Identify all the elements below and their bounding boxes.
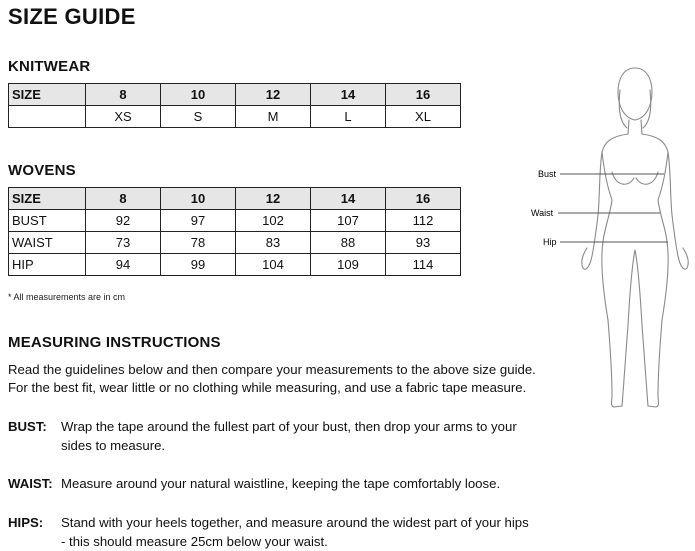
table-cell: S bbox=[161, 106, 236, 128]
table-header-cell: 16 bbox=[386, 188, 461, 210]
table-cell: 104 bbox=[236, 254, 311, 276]
figure-head bbox=[618, 68, 652, 120]
page-title: SIZE GUIDE bbox=[8, 4, 136, 29]
table-cell: 78 bbox=[161, 232, 236, 254]
table-cell: 83 bbox=[236, 232, 311, 254]
body-figure-illustration bbox=[525, 62, 695, 412]
waist-label: WAIST: bbox=[8, 476, 53, 491]
table-cell: M bbox=[236, 106, 311, 128]
knitwear-heading: KNITWEAR bbox=[8, 58, 91, 75]
figure-left-side bbox=[582, 134, 628, 407]
table-header-cell: 8 bbox=[86, 188, 161, 210]
table-row bbox=[9, 254, 461, 276]
hips-text-line-2: - this should measure 25cm below your waist. bbox=[61, 534, 328, 549]
table-header-row bbox=[9, 188, 461, 210]
table-cell bbox=[9, 106, 86, 128]
instructions-intro-line-1: Read the guidelines below and then compare your measurements to the above size guide. bbox=[8, 362, 536, 377]
figure-bust-label: Bust bbox=[538, 169, 557, 179]
table-cell: WAIST bbox=[9, 232, 86, 254]
hips-label: HIPS: bbox=[8, 515, 44, 530]
table-cell: 92 bbox=[86, 210, 161, 232]
table-cell: 102 bbox=[236, 210, 311, 232]
figure-neck bbox=[628, 120, 642, 134]
table-cell: HIP bbox=[9, 254, 86, 276]
table-header-cell: 16 bbox=[386, 84, 461, 106]
table-header-cell: 14 bbox=[311, 84, 386, 106]
table-header-row bbox=[9, 84, 461, 106]
table-cell: 93 bbox=[386, 232, 461, 254]
table-cell: 112 bbox=[386, 210, 461, 232]
table-cell: XS bbox=[86, 106, 161, 128]
table-row bbox=[9, 210, 461, 232]
table-cell: L bbox=[311, 106, 386, 128]
table-cell: 73 bbox=[86, 232, 161, 254]
figure-hip-label: Hip bbox=[543, 237, 557, 247]
table-cell: BUST bbox=[9, 210, 86, 232]
waist-text-line-1: Measure around your natural waistline, keeping the tape comfortably loose. bbox=[61, 476, 501, 491]
figure-waist-label: Waist bbox=[531, 208, 554, 218]
knitwear-table bbox=[8, 83, 461, 128]
figure-inner-legs bbox=[622, 250, 648, 406]
table-header-cell: 12 bbox=[236, 84, 311, 106]
table-cell: 94 bbox=[86, 254, 161, 276]
table-cell: 88 bbox=[311, 232, 386, 254]
measurement-note: * All measurements are in cm bbox=[8, 292, 126, 302]
table-header-cell: SIZE bbox=[9, 84, 86, 106]
table-header-cell: 8 bbox=[86, 84, 161, 106]
figure-right-side bbox=[642, 134, 688, 407]
instructions-heading: MEASURING INSTRUCTIONS bbox=[8, 334, 221, 351]
bust-label: BUST: bbox=[8, 419, 47, 434]
instructions-intro-line-2: For the best fit, wear little or no clothing while measuring, and use a fabric tape measure. bbox=[8, 380, 527, 395]
table-cell: 97 bbox=[161, 210, 236, 232]
wovens-table bbox=[8, 187, 461, 276]
table-header-cell: 10 bbox=[161, 84, 236, 106]
wovens-heading: WOVENS bbox=[8, 162, 76, 179]
table-header-cell: 14 bbox=[311, 188, 386, 210]
table-header-cell: 10 bbox=[161, 188, 236, 210]
table-cell: XL bbox=[386, 106, 461, 128]
hips-text-line-1: Stand with your heels together, and measure around the widest part of your hips bbox=[61, 515, 529, 530]
table-header-cell: 12 bbox=[236, 188, 311, 210]
table-cell: 107 bbox=[311, 210, 386, 232]
table-cell: 114 bbox=[386, 254, 461, 276]
table-header-cell: SIZE bbox=[9, 188, 86, 210]
table-row bbox=[9, 106, 461, 128]
figure-hair bbox=[619, 90, 650, 128]
table-cell: 99 bbox=[161, 254, 236, 276]
table-cell: 109 bbox=[311, 254, 386, 276]
bust-text-line-1: Wrap the tape around the fullest part of your bust, then drop your arms to your bbox=[61, 419, 517, 434]
bust-text-line-2: sides to measure. bbox=[61, 438, 166, 453]
table-row bbox=[9, 232, 461, 254]
